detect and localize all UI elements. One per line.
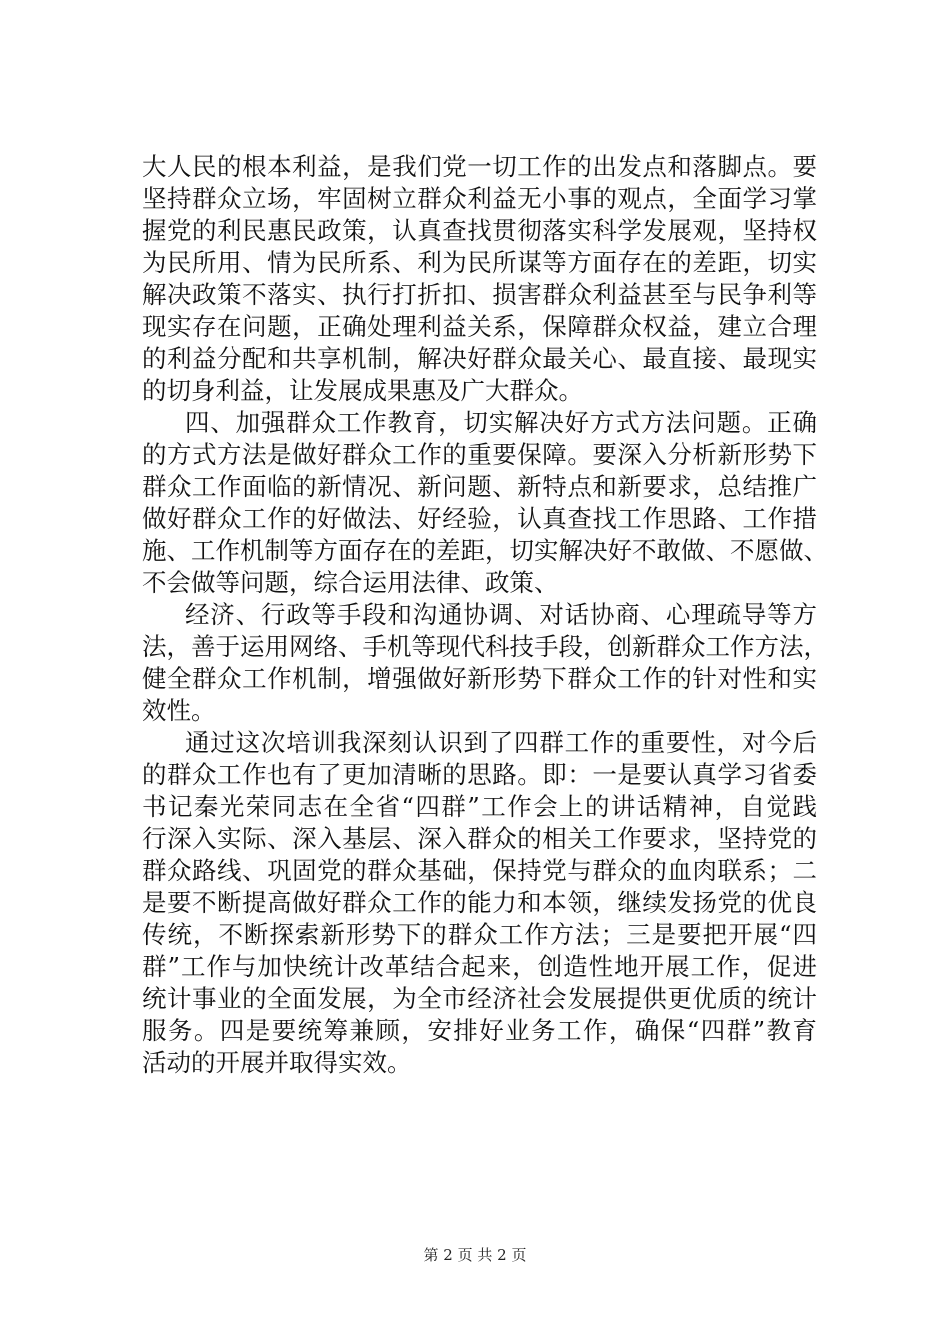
text-line: 群众工作面临的新情况、新问题、新特点和新要求，总结推广 [142, 472, 817, 501]
page-number-footer: 第 2 页 共 2 页 [423, 1246, 527, 1264]
text-line: 健全群众工作机制，增强做好新形势下群众工作的针对性和实 [142, 664, 817, 693]
text-line: 群”工作与加快统计改革结合起来，创造性地开展工作，促进 [142, 952, 817, 981]
text-line: 的群众工作也有了更加清晰的思路。即：一是要认真学习省委 [142, 760, 817, 789]
text-line: 效性。 [142, 696, 216, 725]
text-line: 传统，不断探索新形势下的群众工作方法；三是要把开展“四 [142, 920, 817, 949]
paragraph-start-line: 四、加强群众工作教育，切实解决好方式方法问题。正确 [185, 408, 817, 437]
text-line: 坚持群众立场，牢固树立群众利益无小事的观点，全面学习掌 [142, 184, 817, 213]
document-body [142, 151, 828, 1079]
text-line: 法，善于运用网络、手机等现代科技手段，创新群众工作方法， [142, 632, 828, 661]
text-line: 解决政策不落实、执行打折扣、损害群众利益甚至与民争利等 [142, 280, 817, 309]
text-line: 书记秦光荣同志在全省“四群”工作会上的讲话精神，自觉践 [142, 792, 817, 821]
text-line: 的方式方法是做好群众工作的重要保障。要深入分析新形势下 [142, 440, 817, 469]
text-line: 做好群众工作的好做法、好经验，认真查找工作思路、工作措 [142, 504, 817, 533]
text-line: 是要不断提高做好群众工作的能力和本领，继续发扬党的优良 [142, 888, 817, 917]
text-line: 的切身利益，让发展成果惠及广大群众。 [142, 376, 583, 405]
text-line: 服务。四是要统筹兼顾，安排好业务工作，确保“四群”教育 [142, 1016, 817, 1045]
text-line: 握党的利民惠民政策，认真查找贯彻落实科学发展观，坚持权 [142, 216, 817, 245]
text-line: 的利益分配和共享机制，解决好群众最关心、最直接、最现实 [142, 344, 817, 373]
text-line: 施、工作机制等方面存在的差距，切实解决好不敢做、不愿做、 [142, 536, 828, 565]
text-line: 行深入实际、深入基层、深入群众的相关工作要求，坚持党的 [142, 824, 817, 853]
text-line: 不会做等问题，综合运用法律、政策、 [142, 568, 559, 597]
text-line: 群众路线、巩固党的群众基础，保持党与群众的血肉联系；二 [142, 856, 817, 885]
text-line: 统计事业的全面发展，为全市经济社会发展提供更优质的统计 [142, 984, 817, 1013]
paragraph-start-line: 通过这次培训我深刻认识到了四群工作的重要性，对今后 [185, 728, 817, 757]
paragraph-start-line: 经济、行政等手段和沟通协调、对话协商、心理疏导等方 [185, 600, 817, 629]
text-line: 为民所用、情为民所系、利为民所谋等方面存在的差距，切实 [142, 248, 817, 277]
text-line: 现实存在问题，正确处理利益关系，保障群众权益，建立合理 [142, 312, 817, 341]
text-line: 活动的开展并取得实效。 [142, 1048, 412, 1077]
text-line: 大人民的根本利益，是我们党一切工作的出发点和落脚点。要 [142, 152, 817, 181]
